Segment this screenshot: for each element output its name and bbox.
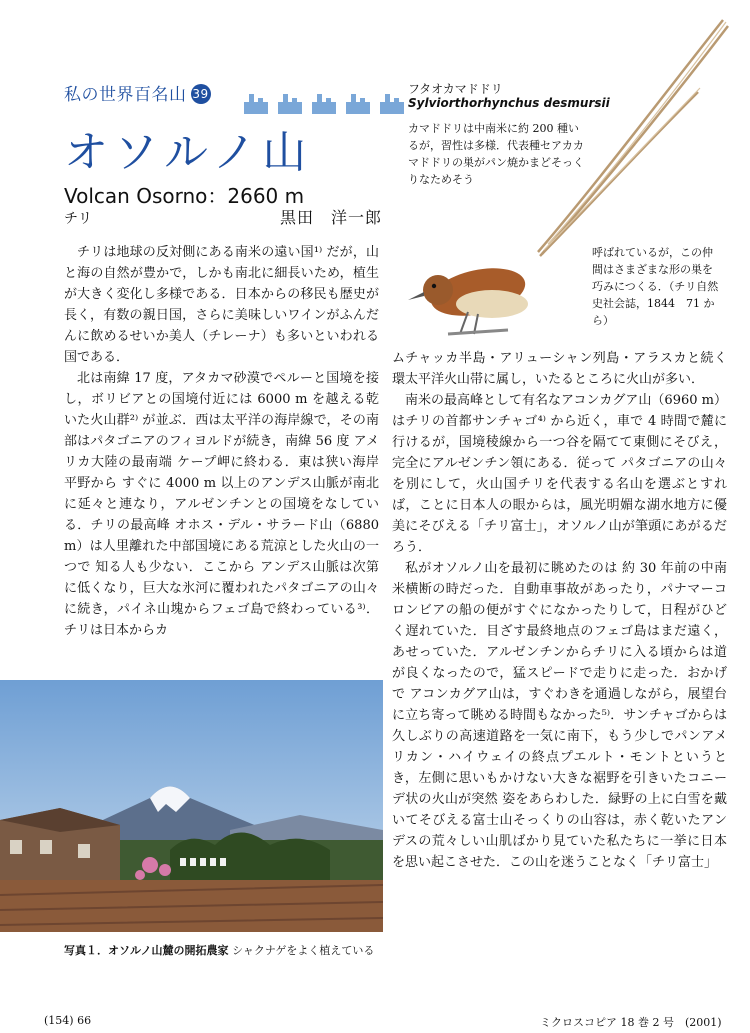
bird-name: フタオカマドドリ: [408, 82, 503, 96]
bird-caption: カマドドリは中南米に約 200 種いるが，習性は多様．代表種セアカカマドドリの巣がパン焼かまどそっくりなためそう: [408, 122, 584, 186]
series-number-badge: 39: [191, 84, 211, 104]
series-label: [64, 80, 211, 105]
mountain-name-latin: Volcan Osorno：2660 m: [64, 184, 305, 208]
bird-latin-name: Sylviorthorhynchus desmursii: [408, 96, 610, 110]
author-name: 黒田 洋一郎: [280, 208, 383, 227]
paragraph: 私がオソルノ山を最初に眺めたのは 約 30 年前の中南米横断の時だった．自動車事故があったり，パナマーコロンビアの船の便がすぐになかったりして，日程がひどく遅れていた．目ざす最終地点のフェゴ島はまだ遠く，あせっていた．アルゼンチンからチリに入る頃からは道が良くなったので，猛スピードで走りに走った．おかげで アコンカグア山は，すぐわきを通過しながら，展望台に立ち寄って眺める時間もなかった⁵⁾．サンチャゴからは久しぶりの高速道路を一気に南下，もう少しでパンアメリカン・ハイウェイの終点プエルト・モントというとき，左側に思いもかけない大きな裾野を引きいたコニーデ状の火山が突然 姿をあらわした．緑野の上に白雪を戴いてそびえる富士山そっくりの山容は，赤く乾いたアンデスの荒々しい山肌ばかり見ていた私たちに一挙に日本を思い起こさせた．この山を迷うことなく「チリ富士」: [392, 561, 727, 870]
paragraph: 北は南緯 17 度，アタカマ砂漠でペルーと国境を接し，ボリビアとの国境付近には 6000 m を越える乾いた火山群²⁾ が並ぶ．西は太平洋の海岸線で，その南部はパタゴニアのフィヨルドが続き，南緯 56 度 アメリカ大陸の最南端 ケープ岬に終わる．東は狭い海岸平野から すぐに 4000 m 以上のアンデス山脈が南北に延々と連なり，アルゼンチンとの国境をなしている．チリの最高峰 オホス・デル・サラード山（6880 m）は人里離れた中部国境にある荒涼とした火山の一つで 知る人も少ない．ここから アンデス山脈は次第に低くなり，巨大な氷河に覆われたパタゴニアの山々に続き，パイネ山塊からフェゴ島で終わっている³⁾．チリは日本からカ: [64, 371, 379, 638]
paragraph: チリは地球の反対側にある南米の遠い国¹⁾ だが，山と海の自然が豊かで，しかも南北に細長いため，植生が大きく変化し多様である．日本からの移民も歴史が長く，有数の親日国，さらに美味しいワインがふんだんに飲めるせいか美人（チレーナ）も多いといわれる国である．: [64, 245, 379, 365]
series-title: 私の世界百名山: [64, 85, 187, 105]
country-label: チリ: [64, 211, 92, 227]
mountain-icons: [242, 88, 406, 116]
photo-caption-text: シャクナゲをよく植えている: [232, 944, 375, 957]
paragraph: 南米の最高峰として有名なアコンカグア山（6960 m）はチリの首都サンチャゴ⁴⁾ から近く，車で 4 時間で麓に行けるが，国境稜線から一つ谷を隔てて東側にそびえ，完全にアルゼンチン領にある．従って パタゴニアの山々を別にして，火山国チリを代表する名山を選ぶとすれば，ことに日本人の眼からは，風光明媚な湖水地方に優美にそびえる「チリ富士」，オソルノ山が筆頭にあがるだろう．: [392, 393, 727, 555]
mountain-icon: [378, 88, 406, 116]
mountain-icon: [276, 88, 304, 116]
left-column: [64, 242, 379, 641]
right-column: [392, 348, 727, 873]
bird-caption-continued: 呼ばれているが，この仲間はさまざまな形の巣を巧みにつくる．（チリ自然史社会誌，1844 71 から）: [592, 246, 719, 327]
photo-caption: [64, 942, 382, 959]
photo-caption-title: 写真１．オソルノ山麓の開拓農家: [64, 944, 229, 957]
farmhouse-photo: [0, 680, 383, 932]
paragraph: ムチャッカ半島・アリューシャン列島・アラスカと続く環太平洋火山帯に属し，いたるところに火山が多い．: [392, 351, 727, 387]
mountain-icon: [242, 88, 270, 116]
page-title: オソルノ山: [64, 127, 313, 178]
page-number: (154) 66: [44, 1014, 92, 1027]
journal-info: ミクロスコピア 18 巻 2 号 (2001): [540, 1016, 722, 1029]
mountain-icon: [310, 88, 338, 116]
mountain-icon: [344, 88, 372, 116]
